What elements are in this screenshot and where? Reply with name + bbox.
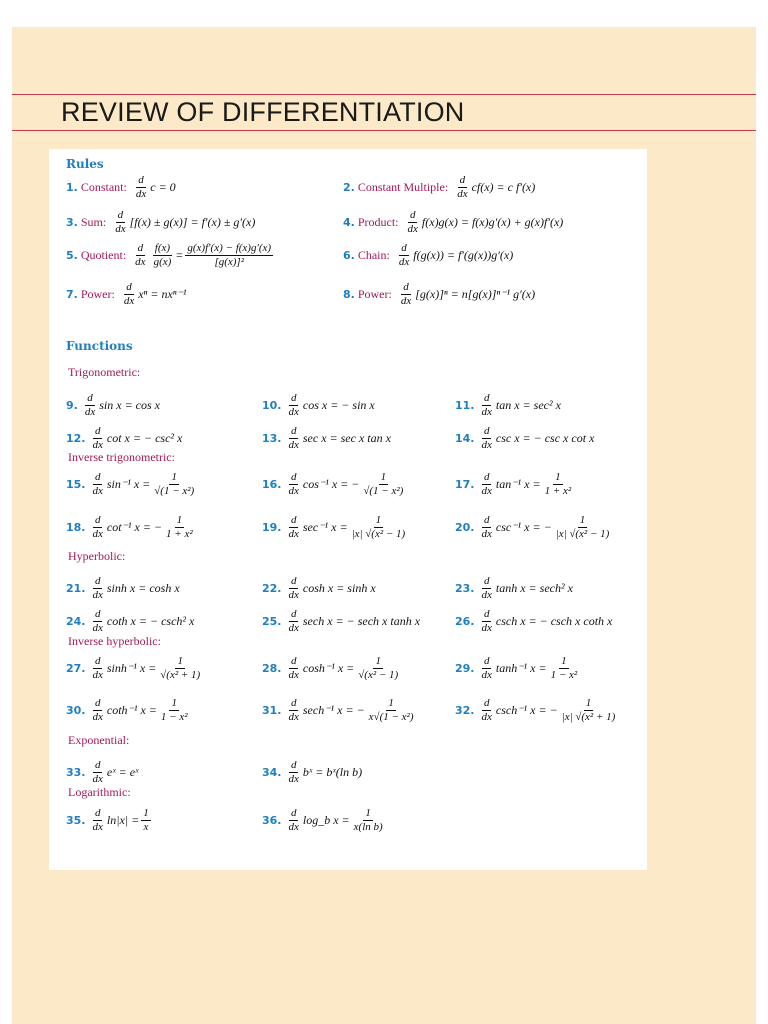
denominator: dx (288, 406, 299, 418)
numerator: 1 (176, 514, 183, 526)
numerator: d (290, 759, 297, 771)
formula-item (66, 425, 182, 452)
denominator: dx (400, 295, 412, 307)
derivative-operator (287, 392, 301, 419)
rule-expression: [g(x)]ⁿ = n[g(x)]ⁿ⁻¹ g′(x) (415, 287, 536, 301)
derivative-operator (399, 281, 413, 308)
formula-fraction (352, 807, 385, 834)
formula-number: 12. (66, 432, 86, 445)
numerator: d (94, 655, 101, 667)
denominator: 1 − x² (550, 669, 578, 681)
formula-expression: cosh x = sinh x (302, 581, 376, 595)
denominator: dx (288, 528, 299, 540)
numerator: d (94, 759, 101, 771)
derivative-operator (480, 655, 494, 682)
numerator: d (94, 514, 101, 526)
formula-item (66, 697, 192, 724)
formula-expression: tanh x = sech² x (495, 581, 573, 595)
formula-item (262, 514, 409, 541)
formula-number: 11. (455, 399, 475, 412)
numerator: d (87, 392, 93, 404)
numerator: 1 (579, 514, 586, 526)
formula-item (455, 608, 612, 635)
rule-item (66, 209, 255, 236)
page-background (12, 27, 756, 1024)
numerator: 1 (143, 807, 149, 819)
formula-item (262, 425, 391, 452)
numerator: d (126, 281, 132, 293)
formula-item (262, 471, 407, 498)
rule-number: 8. (343, 288, 355, 301)
numerator: 1 (375, 655, 381, 667)
rule-number: 2. (343, 181, 355, 194)
numerator: 1 (561, 655, 567, 667)
rule-expression: f(g(x)) = f′(g(x))g′(x) (413, 248, 514, 262)
formula-number: 26. (455, 615, 475, 628)
rule-expression: f(x)g(x) = f(x)g′(x) + g(x)f′(x) (421, 215, 564, 229)
denominator: dx (288, 622, 299, 634)
denominator: dx (92, 589, 103, 601)
formula-expression: csch x = − csch x coth x (495, 614, 613, 628)
derivative-operator (480, 425, 494, 452)
numerator: 1 (380, 471, 387, 483)
rule-name: Constant: (80, 180, 127, 194)
derivative-operator (287, 655, 301, 682)
formula-number: 18. (66, 521, 86, 534)
rule-number: 1. (66, 181, 78, 194)
rule-item (343, 242, 513, 269)
formula-item (455, 697, 619, 724)
formula-number: 32. (455, 704, 475, 717)
rule-name: Product: (357, 215, 399, 229)
category-logarithmic: Logarithmic: (68, 785, 131, 799)
numerator: d (290, 807, 297, 819)
denominator: dx (288, 821, 299, 833)
numerator: d (137, 242, 144, 254)
numerator: d (483, 471, 490, 483)
numerator: 1 (388, 697, 394, 709)
formula-number: 22. (262, 582, 282, 595)
quotient-result-fraction (185, 242, 273, 269)
formula-expression: sinh x = cosh x (106, 581, 180, 595)
denominator: √(x² + 1) (160, 669, 201, 681)
formula-number: 9. (66, 399, 78, 412)
formula-expression: log_b x = (302, 813, 350, 827)
denominator: dx (84, 406, 96, 418)
formula-fraction (549, 655, 580, 682)
denominator: g(x) (153, 256, 172, 268)
derivative-operator (455, 174, 469, 201)
numerator: g(x)f′(x) − f(x)g′(x) (187, 242, 272, 254)
formula-item (66, 807, 153, 834)
denominator: 1 − x² (160, 711, 188, 723)
category-hyperbolic: Hyperbolic: (68, 549, 126, 563)
numerator: d (290, 575, 297, 587)
rule-name: Quotient: (80, 248, 127, 262)
numerator: d (409, 209, 416, 221)
formula-expression: cos⁻¹ x = − (302, 477, 360, 491)
formula-expression: tan⁻¹ x = (495, 477, 541, 491)
formula-item (455, 425, 594, 452)
category-exponential: Exponential: (68, 733, 130, 747)
formula-item (66, 514, 197, 541)
rule-expression: cf(x) = c f′(x) (471, 180, 536, 194)
rule-number: 5. (66, 249, 78, 262)
numerator: d (290, 697, 297, 709)
derivative-operator (91, 759, 105, 786)
formula-number: 21. (66, 582, 86, 595)
formula-number: 27. (66, 662, 86, 675)
denominator: dx (92, 773, 103, 785)
derivative-operator (83, 392, 97, 419)
equals-sign: = (175, 248, 184, 262)
numerator: 1 (365, 807, 371, 819)
denominator: |x| √(x² + 1) (561, 711, 616, 723)
derivative-operator (91, 655, 105, 682)
formula-expression: eˣ = eˣ (106, 765, 139, 779)
formula-number: 34. (262, 766, 282, 779)
numerator: d (290, 392, 297, 404)
formula-fraction (367, 697, 416, 724)
denominator: dx (288, 669, 299, 681)
derivative-operator (91, 425, 105, 452)
denominator: dx (115, 223, 126, 235)
denominator: dx (288, 439, 299, 451)
derivative-operator (122, 281, 136, 308)
top-rule-line (12, 94, 756, 95)
numerator: d (483, 575, 490, 587)
derivative-operator (287, 425, 301, 452)
rule-item (343, 209, 563, 236)
denominator: √(1 − x²) (363, 485, 404, 497)
formula-item (455, 575, 573, 602)
category-inverse-hyperbolic: Inverse hyperbolic: (68, 634, 161, 648)
formula-item (262, 759, 362, 786)
formula-expression: cosh⁻¹ x = (302, 661, 355, 675)
formula-expression: sec x = sec x tan x (302, 431, 391, 445)
formula-expression: sin x = cos x (99, 398, 160, 412)
formula-number: 35. (66, 814, 86, 827)
numerator: d (94, 697, 101, 709)
formula-number: 29. (455, 662, 475, 675)
numerator: d (290, 471, 297, 483)
numerator: d (459, 174, 466, 186)
derivative-operator (480, 471, 494, 498)
rule-item (66, 174, 176, 201)
formula-item (262, 392, 375, 419)
numerator: d (401, 242, 407, 254)
denominator: dx (92, 439, 103, 451)
denominator: √(x² − 1) (358, 669, 399, 681)
denominator: dx (92, 528, 103, 540)
formula-number: 31. (262, 704, 282, 717)
formula-fraction (361, 471, 405, 498)
formula-number: 19. (262, 521, 282, 534)
denominator: dx (481, 528, 492, 540)
formula-expression: csch⁻¹ x = − (495, 703, 558, 717)
denominator: x (143, 821, 149, 833)
rule-number: 7. (66, 288, 78, 301)
denominator: dx (135, 256, 146, 268)
denominator: dx (481, 439, 492, 451)
derivative-operator (287, 471, 301, 498)
quotient-fraction (152, 242, 174, 269)
formula-fraction (356, 655, 400, 682)
formula-item (66, 575, 180, 602)
formula-item (262, 608, 420, 635)
numerator: 1 (585, 697, 592, 709)
formula-number: 16. (262, 478, 282, 491)
numerator: d (290, 514, 297, 526)
denominator: dx (288, 711, 299, 723)
formula-number: 10. (262, 399, 282, 412)
rule-name: Constant Multiple: (357, 180, 449, 194)
formula-fraction (543, 471, 574, 498)
formula-fraction (152, 471, 196, 498)
denominator: dx (92, 622, 103, 634)
denominator: dx (481, 589, 492, 601)
denominator: dx (481, 711, 492, 723)
denominator: dx (288, 485, 299, 497)
rules-heading: Rules (66, 157, 104, 171)
rule-item (66, 281, 186, 308)
derivative-operator (480, 514, 494, 541)
numerator: d (94, 425, 101, 437)
formula-expression: coth⁻¹ x = (106, 703, 157, 717)
formula-number: 20. (455, 521, 475, 534)
rule-name: Power: (357, 287, 392, 301)
numerator: d (290, 655, 297, 667)
denominator: dx (481, 622, 492, 634)
numerator: d (94, 608, 101, 620)
formula-item (455, 655, 581, 682)
denominator: dx (398, 256, 410, 268)
formula-expression: cos x = − sin x (302, 398, 375, 412)
denominator: dx (481, 485, 492, 497)
formula-item (455, 514, 613, 541)
denominator: x(ln b) (353, 821, 383, 833)
derivative-operator (133, 242, 147, 269)
denominator: |x| √(x² − 1) (351, 528, 406, 540)
denominator: dx (92, 711, 103, 723)
functions-heading: Functions (66, 339, 133, 353)
derivative-operator (287, 807, 301, 834)
formula-item (66, 471, 198, 498)
formula-fraction (141, 807, 151, 834)
formula-expression: cot x = − csc² x (106, 431, 183, 445)
formula-expression: cot⁻¹ x = − (106, 520, 163, 534)
denominator: 1 + x² (166, 528, 193, 540)
denominator: dx (481, 669, 492, 681)
numerator: 1 (171, 471, 177, 483)
numerator: d (94, 807, 101, 819)
formula-expression: csc⁻¹ x = − (495, 520, 552, 534)
denominator: dx (288, 589, 299, 601)
derivative-operator (406, 209, 420, 236)
formula-item (262, 655, 402, 682)
formula-number: 14. (455, 432, 475, 445)
derivative-operator (91, 807, 105, 834)
derivative-operator (287, 575, 301, 602)
rule-name: Power: (80, 287, 115, 301)
formula-item (455, 471, 575, 498)
rule-name: Sum: (80, 215, 107, 229)
numerator: d (290, 425, 297, 437)
formula-expression: coth x = − csch² x (106, 614, 195, 628)
formula-item (66, 655, 204, 682)
formula-expression: tanh⁻¹ x = (495, 661, 547, 675)
derivative-operator (480, 392, 494, 419)
derivative-operator (287, 608, 301, 635)
denominator: |x| √(x² − 1) (555, 528, 610, 540)
numerator: d (483, 425, 490, 437)
denominator: dx (92, 485, 103, 497)
derivative-operator (91, 514, 105, 541)
numerator: d (290, 608, 297, 620)
numerator: d (94, 471, 101, 483)
numerator: d (117, 209, 124, 221)
formula-number: 13. (262, 432, 282, 445)
denominator: dx (457, 188, 468, 200)
rule-name: Chain: (357, 248, 390, 262)
numerator: f(x) (154, 242, 171, 254)
numerator: d (483, 392, 490, 404)
derivative-operator (91, 697, 105, 724)
derivative-operator (287, 697, 301, 724)
numerator: d (403, 281, 409, 293)
derivative-operator (91, 575, 105, 602)
numerator: 1 (177, 655, 183, 667)
numerator: 1 (555, 471, 561, 483)
formula-item (66, 759, 138, 786)
numerator: d (483, 608, 490, 620)
formula-expression: bˣ = bˣ(ln b) (302, 765, 363, 779)
derivative-operator (397, 242, 411, 269)
rule-item (343, 174, 535, 201)
formula-fraction (158, 655, 202, 682)
numerator: 1 (171, 697, 177, 709)
denominator: dx (135, 188, 147, 200)
rule-item (66, 242, 275, 269)
derivative-operator (287, 514, 301, 541)
denominator: dx (407, 223, 418, 235)
denominator: dx (92, 821, 103, 833)
rule-number: 3. (66, 216, 78, 229)
bottom-rule-line (12, 130, 756, 131)
derivative-operator (287, 759, 301, 786)
formula-expression: sinh⁻¹ x = (106, 661, 157, 675)
formula-expression: tan x = sec² x (495, 398, 561, 412)
denominator: 1 + x² (544, 485, 572, 497)
numerator: d (483, 697, 490, 709)
derivative-operator (113, 209, 127, 236)
derivative-operator (134, 174, 148, 201)
numerator: d (483, 514, 490, 526)
formula-expression: ln|x| = (106, 813, 140, 827)
formula-item (262, 807, 387, 834)
derivative-operator (480, 575, 494, 602)
denominator: dx (288, 773, 299, 785)
formula-item (262, 575, 376, 602)
denominator: [g(x)]² (214, 256, 245, 268)
numerator: d (94, 575, 101, 587)
formula-fraction (350, 514, 408, 541)
rule-number: 4. (343, 216, 355, 229)
numerator: d (138, 174, 144, 186)
numerator: d (483, 655, 490, 667)
derivative-operator (480, 697, 494, 724)
formula-number: 25. (262, 615, 282, 628)
formula-item (66, 392, 160, 419)
denominator: dx (481, 406, 492, 418)
formula-expression: csc x = − csc x cot x (495, 431, 595, 445)
formula-number: 23. (455, 582, 475, 595)
formula-fraction (159, 697, 190, 724)
formula-item (455, 392, 561, 419)
denominator: √(1 − x²) (154, 485, 195, 497)
formula-item (66, 608, 194, 635)
formula-number: 36. (262, 814, 282, 827)
formula-expression: sech⁻¹ x = − (302, 703, 365, 717)
denominator: dx (123, 295, 135, 307)
derivative-operator (480, 608, 494, 635)
formula-fraction (560, 697, 618, 724)
formula-expression: sech x = − sech x tanh x (302, 614, 421, 628)
formula-fraction (164, 514, 195, 541)
formula-number: 33. (66, 766, 86, 779)
formula-number: 30. (66, 704, 86, 717)
formula-number: 28. (262, 662, 282, 675)
formula-number: 24. (66, 615, 86, 628)
denominator: dx (92, 669, 103, 681)
formula-item (262, 697, 418, 724)
category-trigonometric: Trigonometric: (68, 365, 141, 379)
formula-number: 15. (66, 478, 86, 491)
content-panel (49, 149, 647, 870)
formula-expression: sin⁻¹ x = (106, 477, 151, 491)
derivative-operator (91, 608, 105, 635)
page-title: REVIEW OF DIFFERENTIATION (61, 97, 465, 127)
rule-expression: [f(x) ± g(x)] = f′(x) ± g′(x) (129, 215, 256, 229)
formula-fraction (554, 514, 612, 541)
category-inverse-trigonometric: Inverse trigonometric: (68, 450, 175, 464)
rule-number: 6. (343, 249, 355, 262)
rule-expression: xⁿ = nxⁿ⁻¹ (138, 287, 187, 301)
formula-expression: sec⁻¹ x = (302, 520, 348, 534)
rule-expression: c = 0 (150, 180, 176, 194)
derivative-operator (91, 471, 105, 498)
formula-number: 17. (455, 478, 475, 491)
numerator: 1 (375, 514, 382, 526)
denominator: x√(1 − x²) (368, 711, 414, 723)
rule-item (343, 281, 535, 308)
